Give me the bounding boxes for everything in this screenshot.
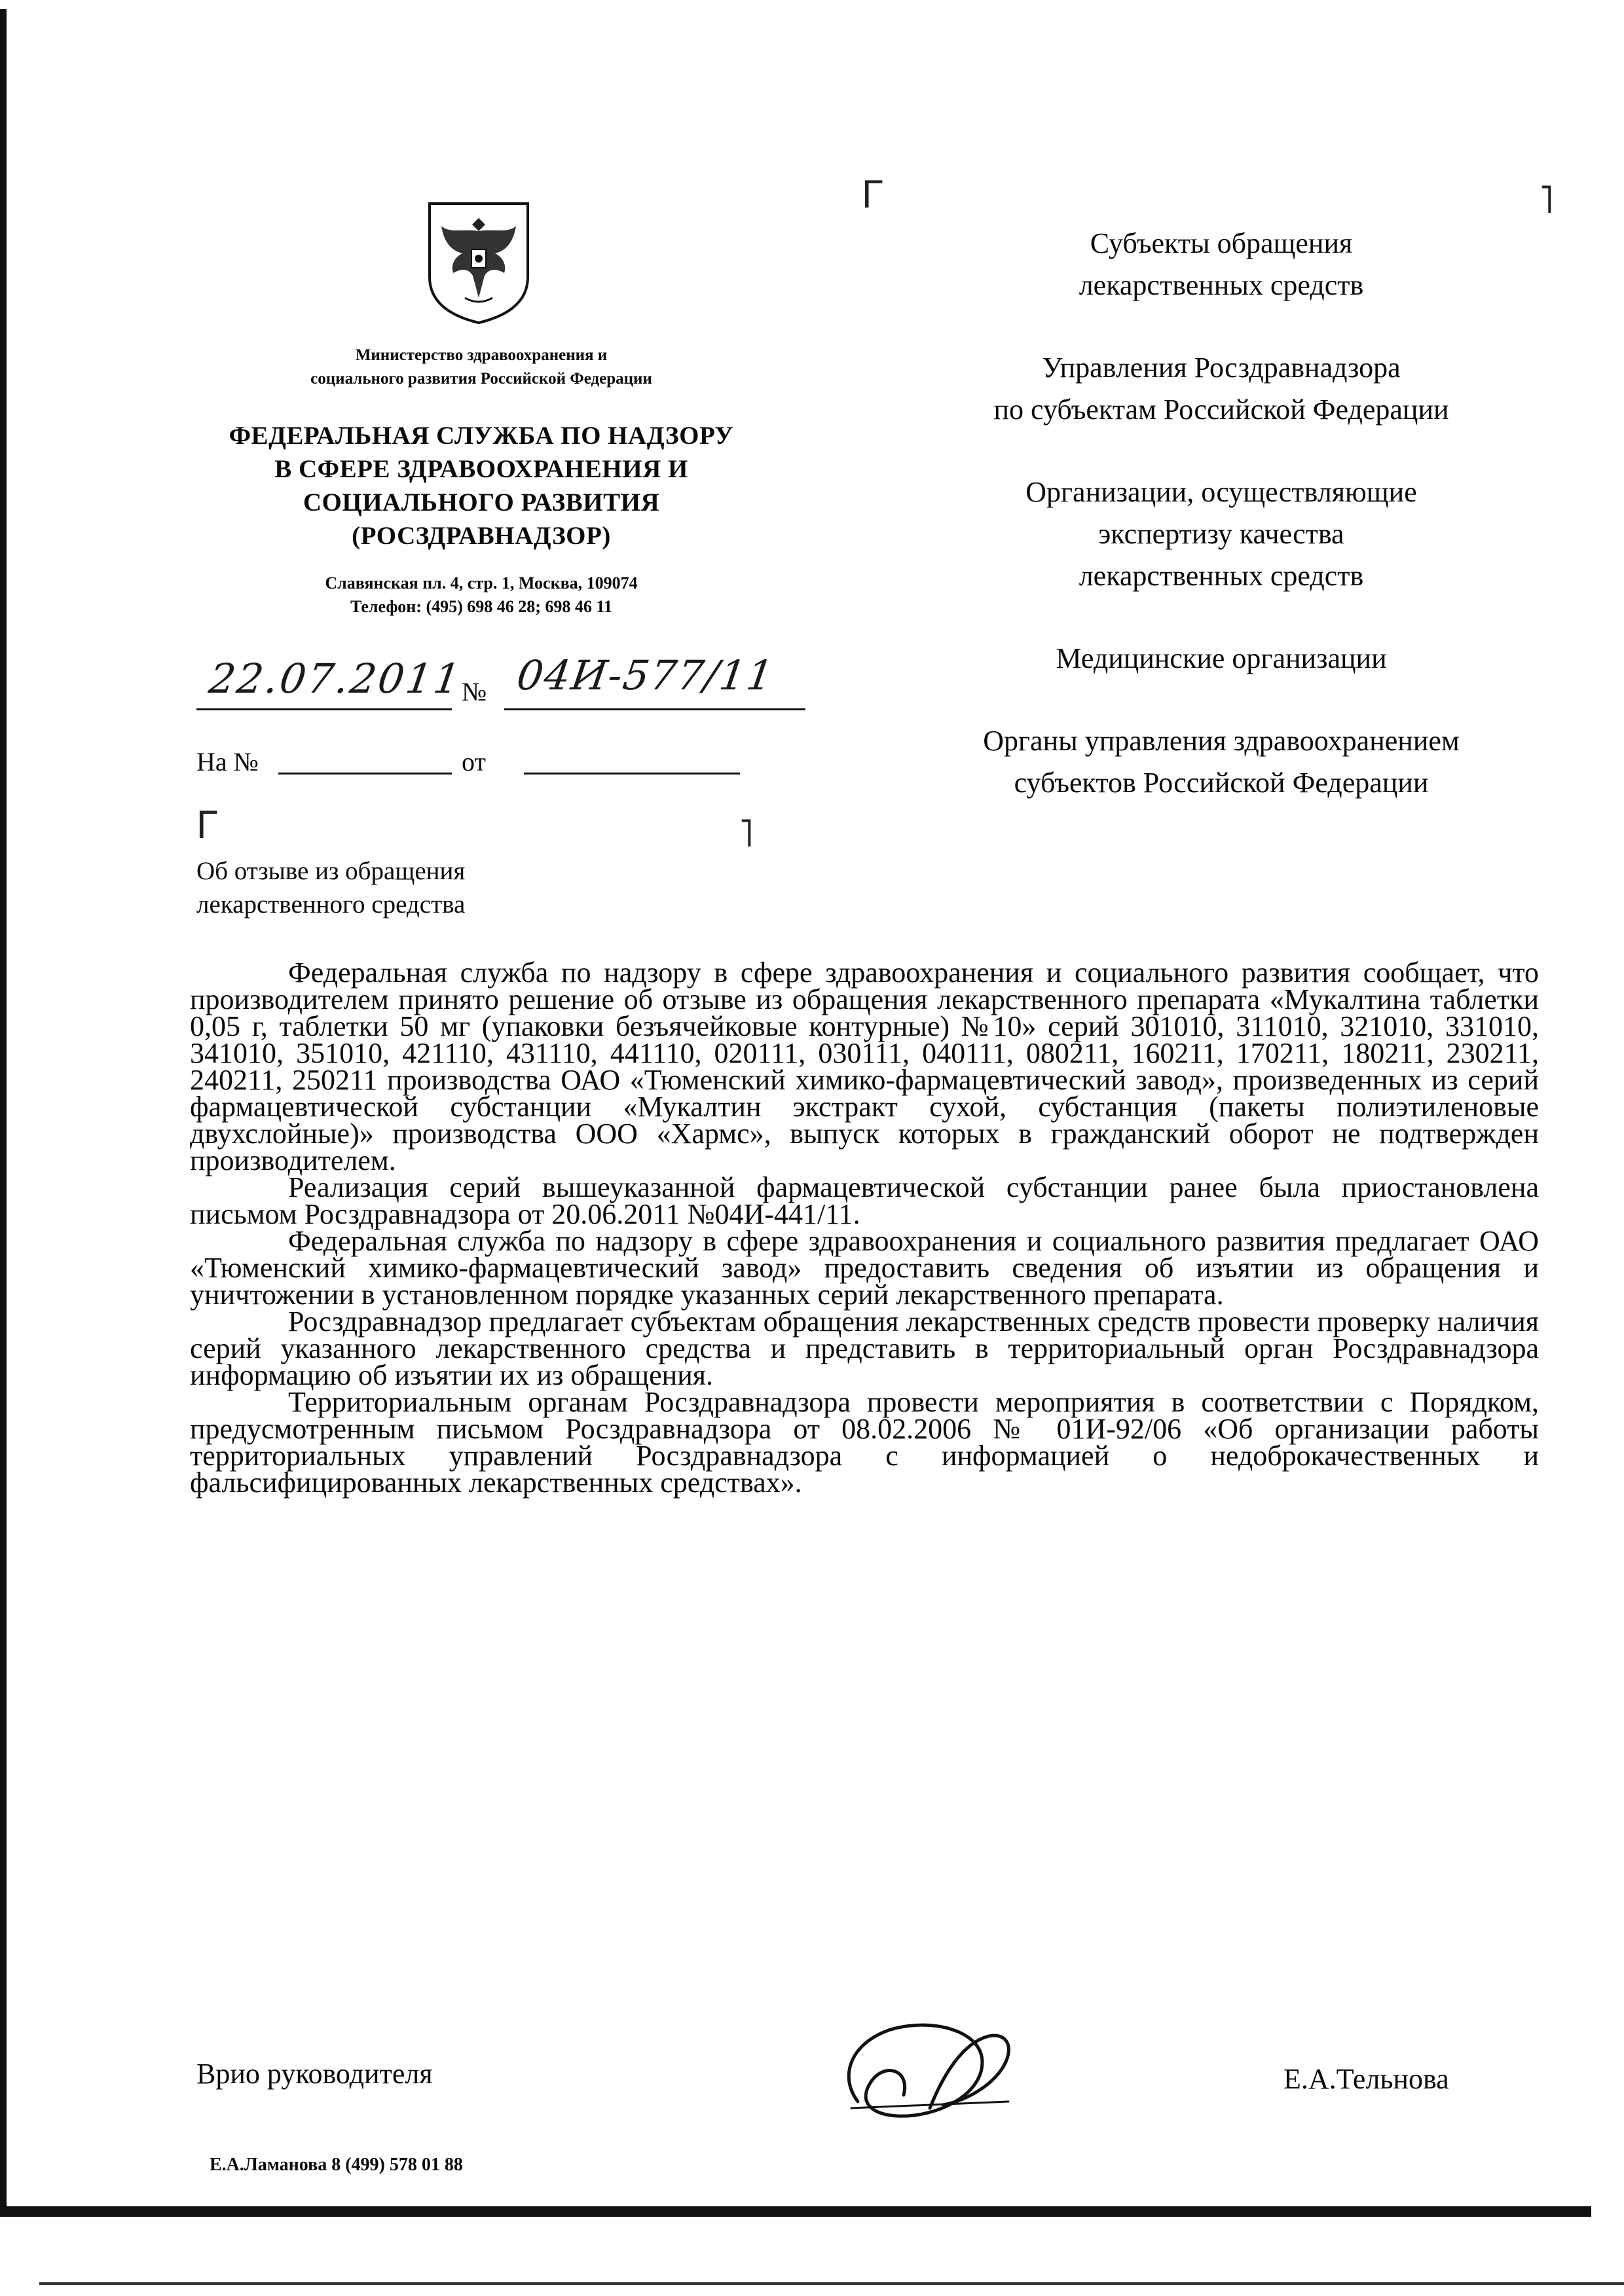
sender-contacts [223, 572, 740, 619]
service-line: В СФЕРЕ ЗДРАВООХРАНЕНИЯ И [274, 455, 688, 483]
service-name [183, 419, 779, 553]
body-paragraph: Территориальным органам Росздравнадзора провести мероприятия в соответствии с Порядком, предусмотренным письмом Росздравнадзора от 08.02.2006 № 01И-92/06 «Об организации работы территориальных управлений Росздравнадзора с информацией о недоброкачественных и фальсифицированных лекарственных средствах». [190, 1386, 1539, 1499]
addressee-list [910, 223, 1532, 845]
subject-bracket-open: Г [196, 803, 218, 847]
addressee [910, 720, 1532, 804]
addressee [910, 638, 1532, 680]
addressee-line: по субъектам Российской Федерации [993, 393, 1449, 426]
letter-subject [196, 854, 589, 921]
scan-left-border [0, 9, 7, 2215]
addressee-line: Организации, осуществляющие [1025, 476, 1417, 508]
executor-name: Е.А.Ламанова [210, 2155, 327, 2175]
addressee [910, 347, 1532, 431]
coat-of-arms-icon [426, 200, 532, 325]
reference-date-blank [524, 773, 740, 774]
body-paragraph: Росздравнадзор предлагает субъектам обращения лекарственных средств провести проверку наличия серий указанного лекарственного средства и представить в территориальный орган Росздравнадзора информацию об изъятии их из обращения. [190, 1305, 1539, 1391]
subject-line: лекарственного средства [196, 890, 466, 919]
addressee-line: субъектов Российской Федерации [1014, 767, 1429, 799]
addressee-bracket-open: Г [862, 172, 883, 216]
sender-phone: Телефон: (495) 698 46 28; 698 46 11 [350, 597, 612, 616]
signatory-name: Е.А.Тельнова [1283, 2063, 1449, 2095]
handwritten-signature [832, 2003, 1022, 2134]
addressee-line: Медицинские организации [1056, 642, 1387, 674]
reference-number-blank [278, 773, 452, 774]
ministry-line: социального развития Российской Федерации [310, 370, 652, 388]
reference-from-label: от [462, 747, 486, 776]
service-line: ФЕДЕРАЛЬНАЯ СЛУЖБА ПО НАДЗОРУ [229, 422, 734, 450]
ministry-line: Министерство здравоохранения и [355, 346, 608, 364]
addressee-line: Органы управления здравоохранением [983, 725, 1460, 757]
signatory-title: Врио руководителя [196, 2058, 433, 2090]
addressee-line: лекарственных средств [1079, 269, 1364, 301]
ministry-header [196, 344, 766, 391]
subject-bracket-close: ˥ [739, 811, 754, 855]
executor-info [210, 2155, 463, 2176]
number-underline [504, 708, 805, 710]
scan-bottom-border [0, 2206, 1591, 2217]
service-line: (РОСЗДРАВНАДЗОР) [352, 522, 611, 550]
body-paragraph: Федеральная служба по надзору в сфере здравоохранения и социального развития сообщает, что производителем принято решение об отзыве из обращения лекарственного препарата «Мукалтина таблетки 0,05 г, таблетки 50 мг (упаковки безъячейковые контурные) №10» серий 301010, 311010, 321010, 331010, 341010, 351010, 421110, 431110, 441110, 020111, 030111, 040111, 080211, 160211, 170211, 180211, 230211, 240211, 250211 производства ОАО «Тюменский химико-фармацевтический завод», произведенных из серий фармацевтической субстанции «Мукалтин экстракт сухой, субстанция (пакеты полиэтиленовые двухслойные)» производства ООО «Хармс», выпуск которых в гражданский оборот не подтвержден производителем. [190, 957, 1539, 1176]
registration-number: 04И-577/11 [513, 651, 778, 699]
addressee-line: лекарственных средств [1079, 560, 1364, 592]
letter-body [190, 957, 1539, 1499]
subject-line: Об отзыве из обращения [196, 857, 466, 885]
body-paragraph: Реализация серий вышеуказанной фармацевтической субстанции ранее была приостановлена письмом Росздравнадзора от 20.06.2011 №04И-441/11. [190, 1171, 1539, 1230]
service-line: СОЦИАЛЬНОГО РАЗВИТИЯ [303, 488, 660, 517]
sender-address: Славянская пл. 4, стр. 1, Москва, 109074 [325, 574, 638, 592]
addressee [910, 223, 1532, 306]
registration-number-label: № [462, 677, 487, 706]
date-underline [196, 708, 452, 710]
addressee-line: экспертизу качества [1098, 518, 1344, 550]
registration-date: 22.07.2011 [206, 655, 466, 702]
reference-number-label: На № [196, 747, 259, 776]
addressee-line: Субъекты обращения [1090, 227, 1353, 259]
scan-bottom-line [39, 2282, 1624, 2285]
addressee-line: Управления Росздравнадзора [1042, 352, 1401, 384]
addressee [910, 471, 1532, 597]
addressee-bracket-close: ˥ [1539, 177, 1554, 221]
body-paragraph: Федеральная служба по надзору в сфере здравоохранения и социального развития предлагает ОАО «Тюменский химико-фармацевтический завод» предоставить сведения об изъятии из обращения и уничтожении в установленном порядке указанных серий лекарственного препарата. [190, 1225, 1539, 1311]
executor-phone: 8 (499) 578 01 88 [331, 2155, 463, 2175]
